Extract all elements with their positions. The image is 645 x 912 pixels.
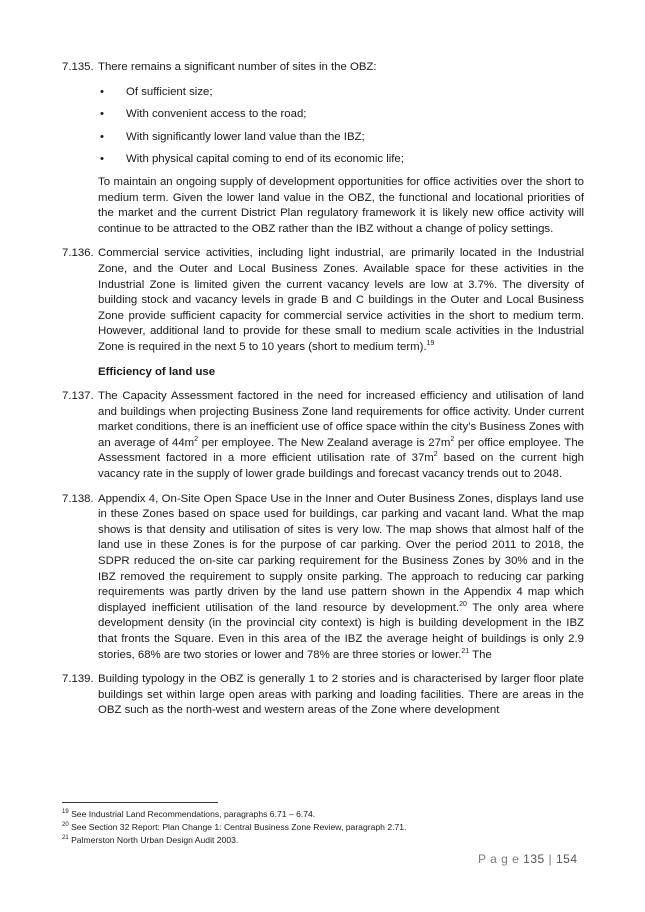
footnote-ref[interactable]: 20 (459, 601, 467, 609)
footnote-divider (62, 802, 218, 803)
paragraph-text: The Capacity Assessment factored in the need for increased efficiency and utilisation of land and buildings when projecting Business Zone land requirements for office activity. Under current market conditions, there is an inefficient use of office space within the city’s Business Zones with an average of 44m (98, 390, 584, 449)
section-heading: Efficiency of land use (98, 365, 216, 378)
current-page: 135 (523, 852, 545, 866)
paragraph-7-138 (62, 492, 584, 664)
list-item: • With convenient access to the road; (98, 107, 584, 123)
footnote-text: See Industrial Land Recommendations, paragraphs 6.71 – 6.74. (68, 809, 316, 819)
paragraph-number: 7.138. (62, 492, 94, 505)
footnotes (62, 808, 584, 847)
paragraph-text: per employee. The New Zealand average is 27m (198, 436, 451, 449)
paragraph-text: Appendix 4, On-Site Open Space Use in the Inner and Outer Business Zones, displays land use in these Zones based on space used for buildings, car parking and vacant land. What the map shows is that density and utilisation of sites is very low. The map shows that almost half of the land use in these Zones is for the purpose of car parking. Over the period 2011 to 2018, the SDPR reduced the on-site car parking requirement for the Business Zones by 30% and in the IBZ removed the requirement to supply onsite parking. The approach to reducing car parking requirements was partly driven by the land use pattern shown in the Appendix 4 map which displayed inefficient utilisation of the land resource by development. (98, 492, 584, 614)
list-item: • With physical capital coming to end of its economic life; (98, 152, 584, 168)
paragraph-number: 7.137. (62, 390, 94, 403)
paragraph-text: There remains a significant number of sites in the OBZ: (98, 61, 377, 73)
footnote-number: 20 (62, 822, 69, 829)
footnote-ref[interactable]: 21 (461, 647, 470, 655)
paragraph-7-137 (62, 389, 584, 483)
superscript: 2 (450, 436, 455, 444)
paragraph-7-135 (62, 60, 584, 76)
footnote-ref[interactable]: 19 (426, 340, 435, 348)
list-item: • Of sufficient size; (98, 85, 584, 101)
paragraph-text: The only area where development density (in the provincial city context) is high is building development in the IBZ that fronts the Square. Even in this area of the IBZ the average height of buildings is only 2.9 stories, 68% are two stories or lower and 78% are three stories or lower. (98, 601, 584, 661)
footnote-number: 19 (62, 809, 69, 816)
paragraph-text: The (469, 648, 492, 661)
page-separator: | (548, 852, 553, 866)
footnote (62, 808, 584, 821)
total-pages: 154 (556, 852, 578, 866)
paragraph-number: 7.139. (62, 673, 94, 686)
page-number-footer (478, 852, 578, 866)
superscript: 2 (433, 451, 438, 459)
document-body (62, 60, 584, 728)
footnote (62, 834, 584, 847)
paragraph-text: based on the current high vacancy rate in the supply of lower grade buildings and forecast vacancy trends out to 2048. (98, 452, 584, 481)
paragraph-number: 7.136. (62, 247, 94, 260)
footnote (62, 821, 584, 834)
paragraph-7-136 (62, 246, 584, 355)
paragraph-text: per office employee. The Assessment factored in a more efficient utilisation rate of 37m (98, 436, 584, 465)
footnote-text: Palmerston North Urban Design Audit 2003. (68, 835, 239, 845)
list-item: • With significantly lower land value than the IBZ; (98, 130, 584, 146)
bullet-list (62, 85, 584, 168)
paragraph-text: Building typology in the OBZ is generally 1 to 2 stories and is characterised by larger floor plate buildings set within large open areas with parking and loading facilities. There are areas in the OBZ such as the north-west and western areas of the Zone where development (98, 673, 584, 717)
paragraph-number: 7.135. (62, 61, 94, 73)
paragraph-continuation: To maintain an ongoing supply of development opportunities for office activities over the short to medium term. Given the lower land value in the OBZ, the functional and locational priorities of the market and the current District Plan regulatory framework it is likely new office activity will continue to be attracted to the OBZ rather than the IBZ without a change of policy settings. (98, 175, 584, 235)
paragraph-text: Commercial service activities, including light industrial, are primarily located in the Industrial Zone, and the Outer and Local Business Zones. Available space for these activities in the Industrial Zone is limited given the current vacancy levels are low at 3.7%. The diversity of building stock and vacancy levels in grade B and C buildings in the Outer and Local Business Zone provide sufficient capacity for commercial service activities in the short to medium term. However, additional land to provide for these small to medium scale activities in the Industrial Zone is required in the next 5 to 10 years (short to medium term). (98, 247, 584, 353)
paragraph-7-139 (62, 672, 584, 719)
page-label: P a g e (478, 852, 520, 866)
footnote-text: See Section 32 Report: Plan Change 1: Central Business Zone Review, paragraph 2.71. (68, 822, 407, 832)
footnote-number: 21 (62, 835, 69, 842)
superscript: 2 (194, 436, 199, 444)
